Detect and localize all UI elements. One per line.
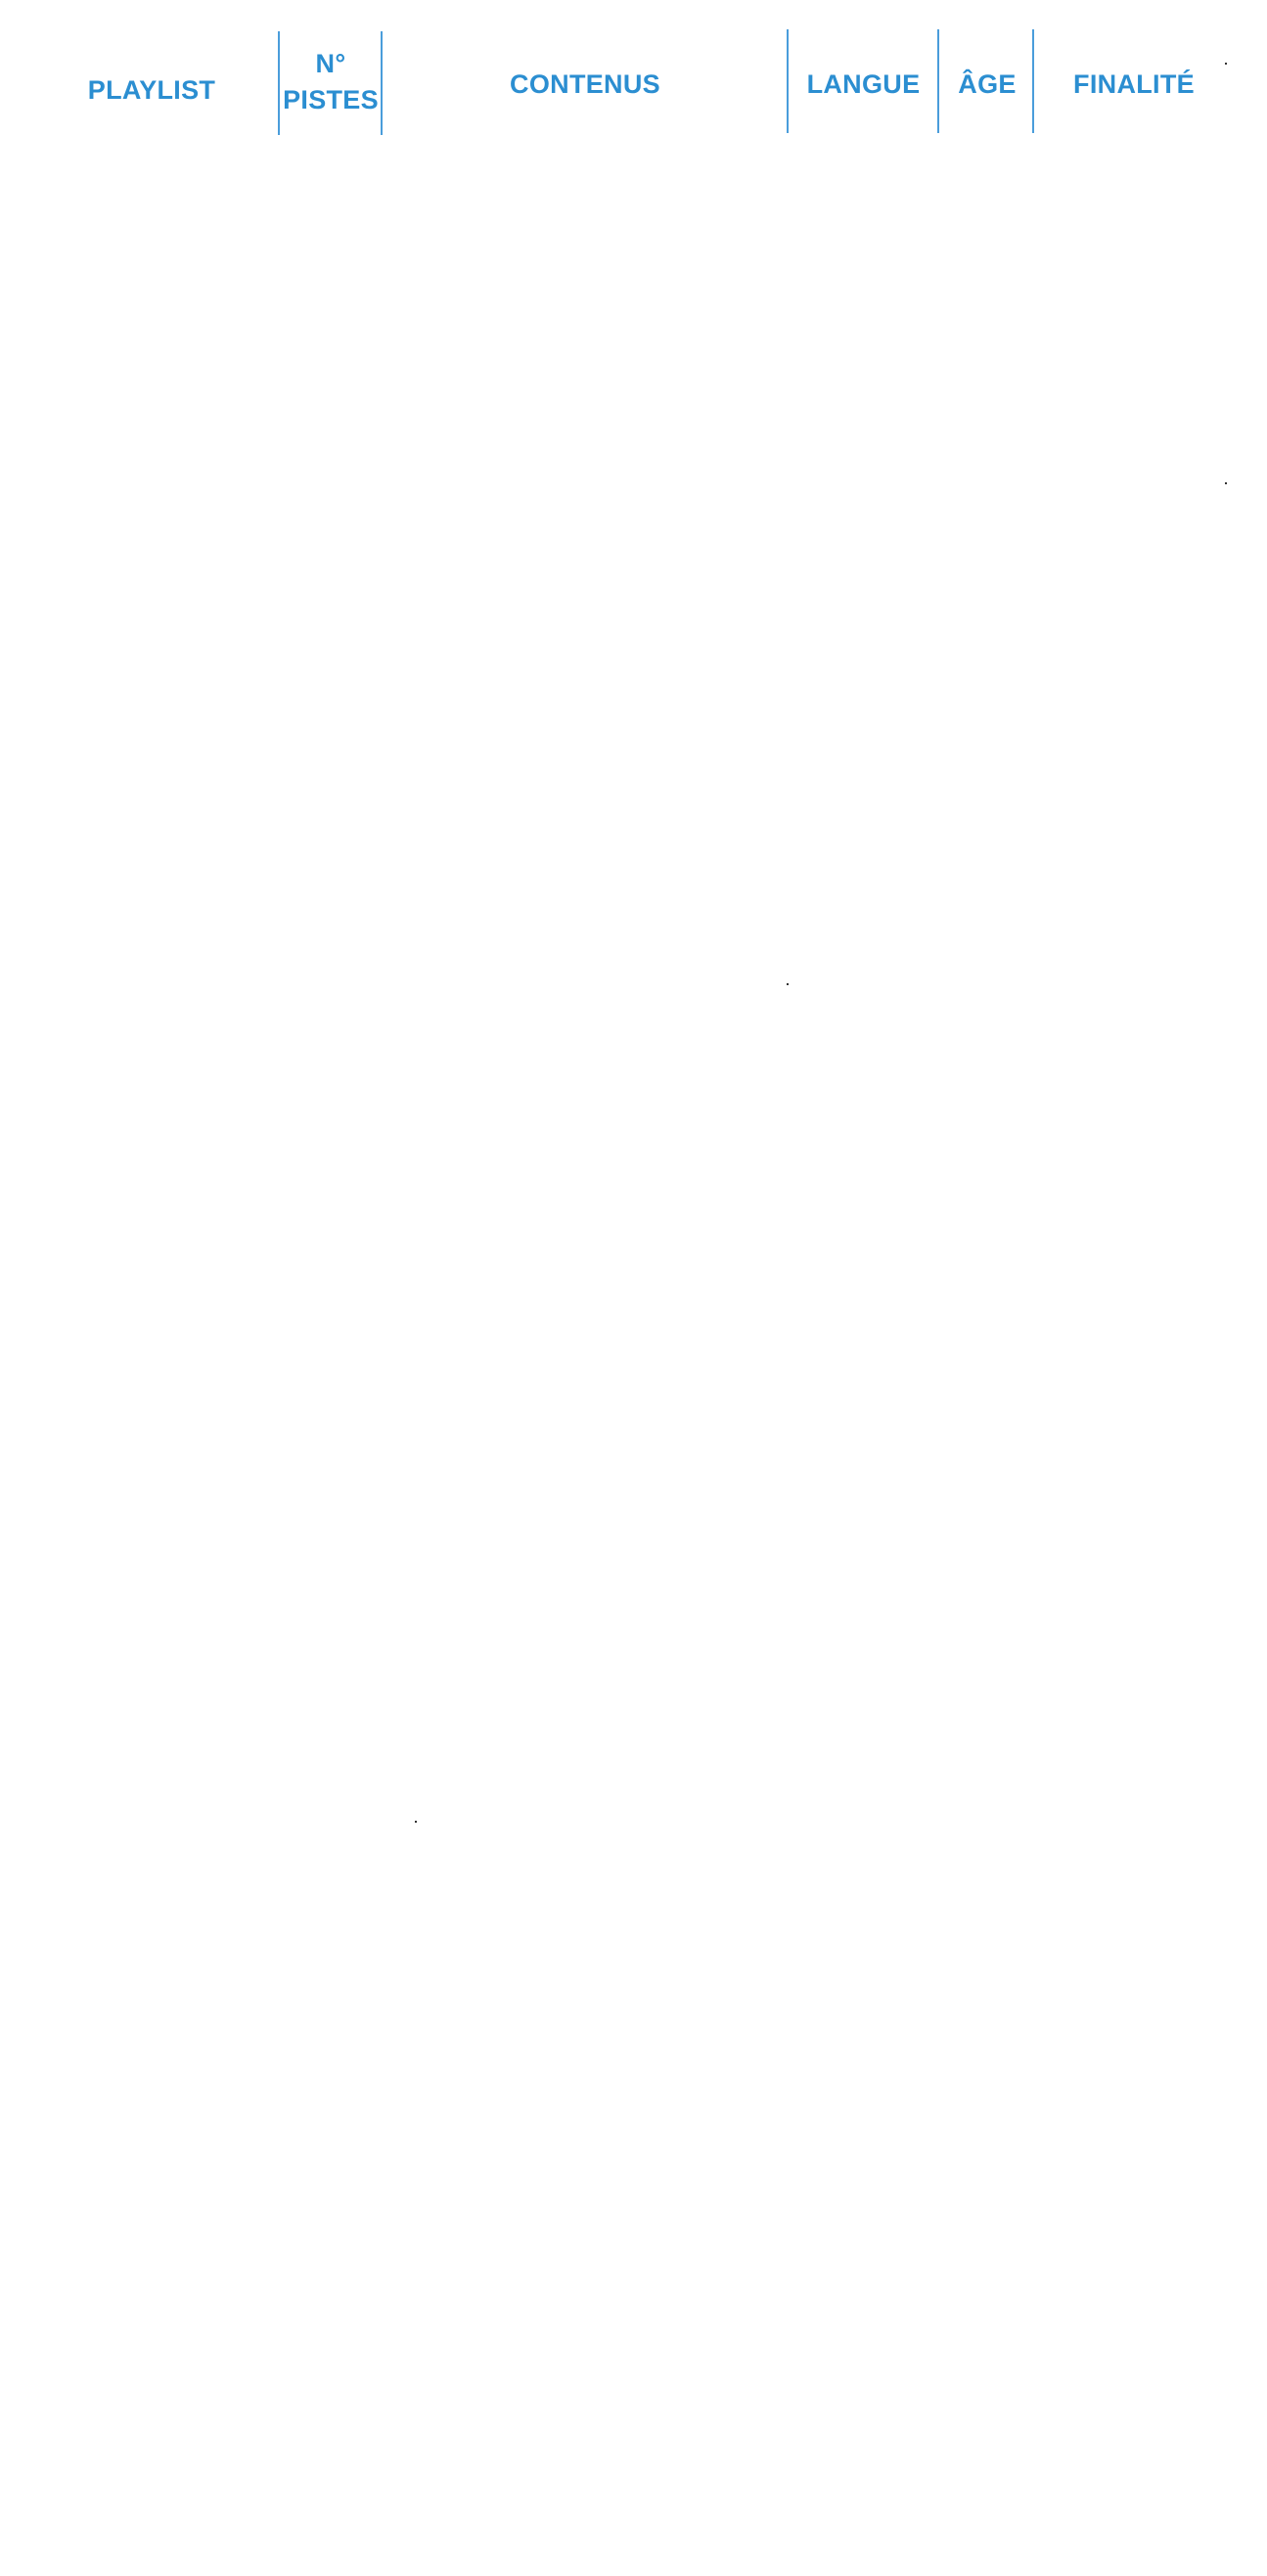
column-divider — [1032, 29, 1034, 133]
header-playlist-label: PLAYLIST — [87, 74, 216, 105]
header-contenus — [384, 31, 787, 137]
header-finalite — [1036, 31, 1232, 137]
header-playlist — [34, 37, 269, 143]
header-langue — [789, 31, 938, 137]
stray-dot — [1225, 482, 1227, 484]
header-finalite-label: FINALITÉ — [1073, 68, 1195, 99]
column-divider — [937, 29, 939, 133]
header-pistes-label-line1: N° — [315, 49, 346, 78]
stray-dot — [787, 983, 789, 985]
header-age — [940, 31, 1034, 137]
stray-dot — [1225, 63, 1227, 65]
header-age-label: ÂGE — [958, 68, 1017, 99]
stray-dot — [415, 1821, 417, 1823]
table-header-row — [0, 0, 1267, 147]
column-divider — [381, 31, 383, 135]
header-langue-label: LANGUE — [806, 68, 921, 99]
header-pistes — [280, 29, 382, 135]
header-pistes-label-line2: PISTES — [283, 85, 379, 114]
header-contenus-label: CONTENUS — [510, 68, 660, 99]
